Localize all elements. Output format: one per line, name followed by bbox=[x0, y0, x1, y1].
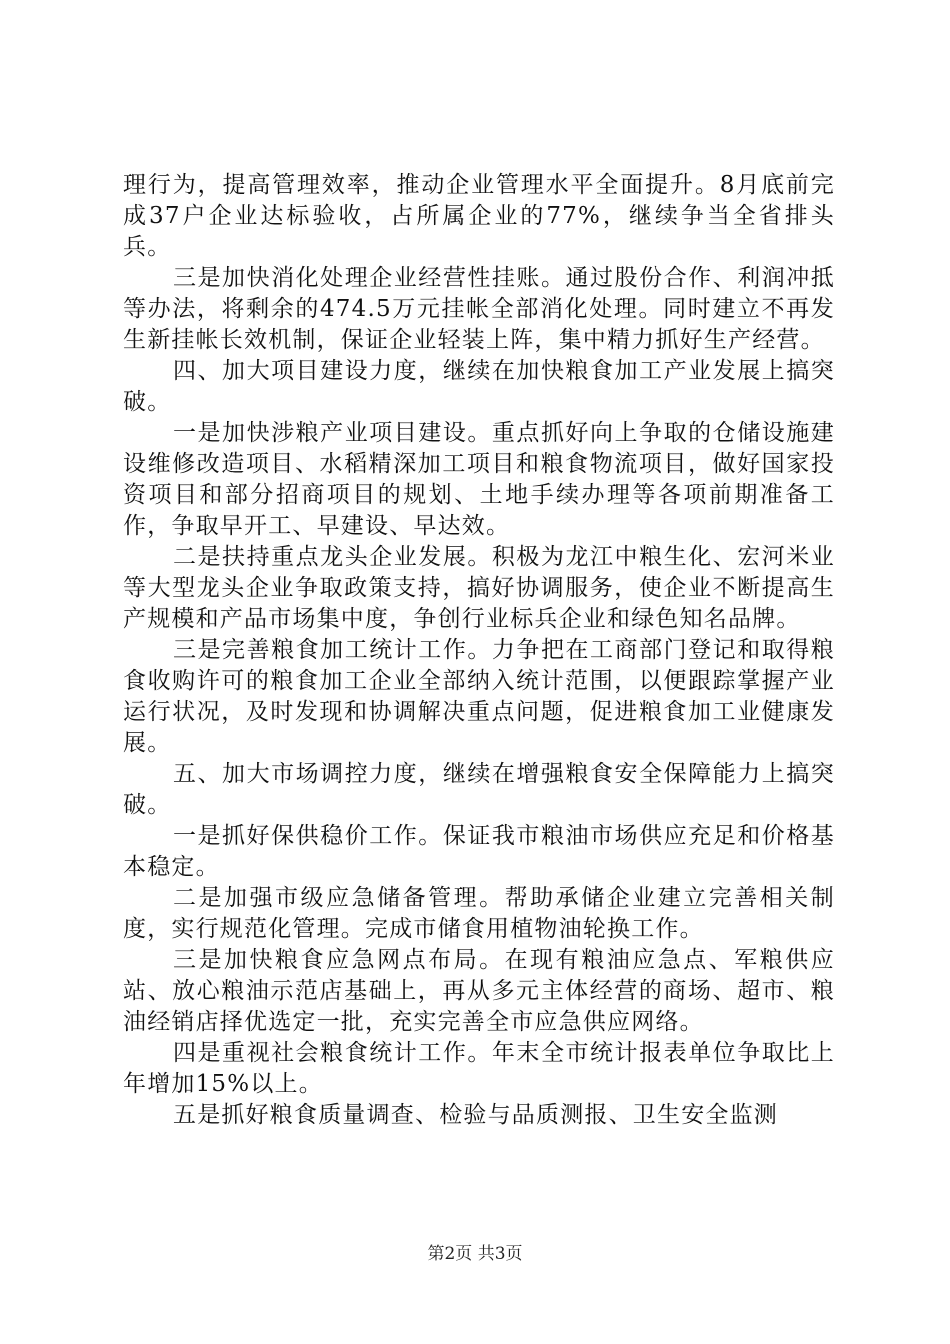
section-heading-5: 五、加大市场调控力度，继续在增强粮食安全保障能力上搞突破。 bbox=[123, 761, 835, 818]
paragraph-5: 二是扶持重点龙头企业发展。积极为龙江中粮生化、宏河米业等大型龙头企业争取政策支持，搞好协调服务，使企业不断提高生产规模和产品市场集中度，争创行业标兵企业和绿色知名品牌。 bbox=[123, 544, 835, 632]
page-number-footer: 第2页 共3页 bbox=[427, 1244, 523, 1264]
paragraph-11: 四是重视社会粮食统计工作。年末全市统计报表单位争取比上年增加15%以上。 bbox=[123, 1040, 835, 1097]
paragraph-10: 三是加快粮食应急网点布局。在现有粮油应急点、军粮供应站、放心粮油示范店基础上，再从多元主体经营的商场、超市、粮油经销店择优选定一批，充实完善全市应急供应网络。 bbox=[123, 947, 835, 1035]
document-body bbox=[123, 170, 835, 1131]
section-heading-4: 四、加大项目建设力度，继续在加快粮食加工产业发展上搞突破。 bbox=[123, 358, 835, 415]
paragraph-6: 三是完善粮食加工统计工作。力争把在工商部门登记和取得粮食收购许可的粮食加工企业全部纳入统计范围，以便跟踪掌握产业运行状况，及时发现和协调解决重点问题，促进粮食加工业健康发展。 bbox=[123, 637, 835, 756]
paragraph-1: 理行为，提高管理效率，推动企业管理水平全面提升。8月底前完成37户企业达标验收，占所属企业的77%，继续争当全省排头兵。 bbox=[123, 172, 835, 260]
paragraph-4: 一是加快涉粮产业项目建设。重点抓好向上争取的仓储设施建设维修改造项目、水稻精深加工项目和粮食物流项目，做好国家投资项目和部分招商项目的规划、土地手续办理等各项前期准备工作，争取早开工、早建设、早达效。 bbox=[123, 420, 835, 539]
paragraph-9: 二是加强市级应急储备管理。帮助承储企业建立完善相关制度，实行规范化管理。完成市储食用植物油轮换工作。 bbox=[123, 885, 835, 942]
paragraph-12: 五是抓好粮食质量调查、检验与品质测报、卫生安全监测 bbox=[173, 1102, 778, 1128]
paragraph-8: 一是抓好保供稳价工作。保证我市粮油市场供应充足和价格基本稳定。 bbox=[123, 823, 835, 880]
paragraph-2: 三是加快消化处理企业经营性挂账。通过股份合作、利润冲抵等办法，将剩余的474.5万元挂帐全部消化处理。同时建立不再发生新挂帐长效机制，保证企业轻装上阵，集中精力抓好生产经营。 bbox=[123, 265, 835, 353]
